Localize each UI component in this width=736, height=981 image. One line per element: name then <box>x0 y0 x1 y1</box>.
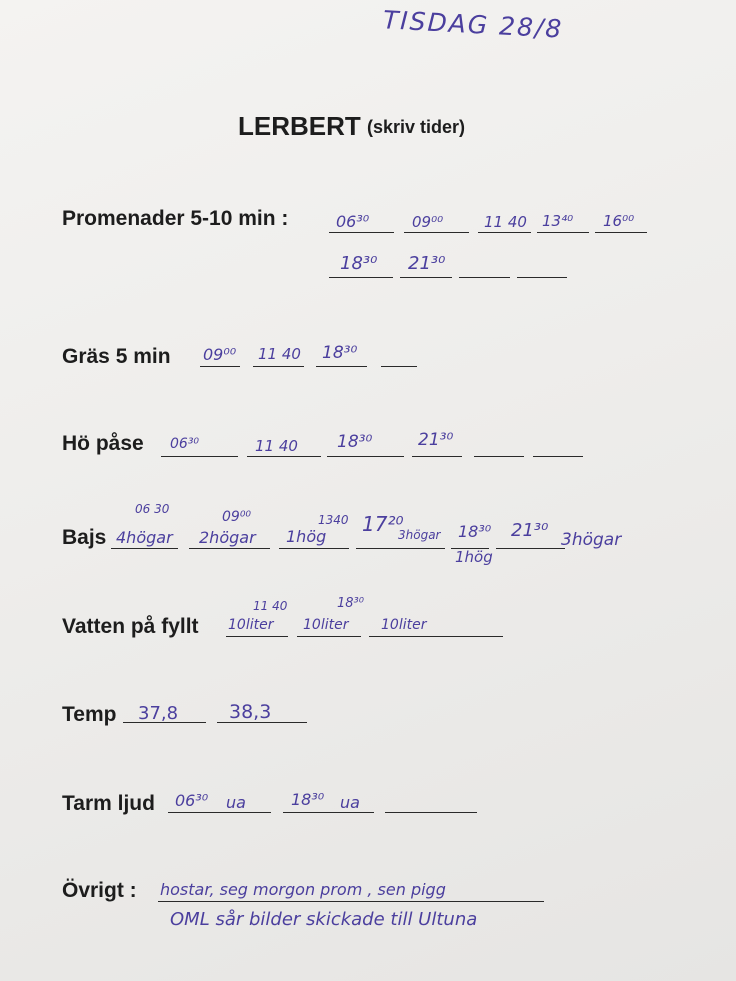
bajs-time-6: 21³⁰ <box>511 520 549 541</box>
promenader-line-1 <box>329 232 394 233</box>
bajs-line-6 <box>496 548 565 549</box>
promenader-line-3 <box>478 232 531 233</box>
date-note: TISDAG 28/8 <box>382 5 564 44</box>
bajs-line-4 <box>356 548 445 549</box>
promenader-line-6 <box>329 277 393 278</box>
tarm-line-2 <box>283 812 374 813</box>
vatten-label: Vatten på fyllt <box>62 615 199 638</box>
bajs-line-1 <box>111 548 178 549</box>
tarm-value-2: ua <box>340 793 360 812</box>
gras-line-4 <box>381 366 417 367</box>
ho-line-4 <box>412 456 462 457</box>
gras-line-1 <box>200 366 240 367</box>
ho-time-3: 18³⁰ <box>337 432 373 452</box>
ho-line-5 <box>474 456 524 457</box>
promenader-line-9 <box>517 277 567 278</box>
bajs-time-2: 09⁰⁰ <box>222 509 252 525</box>
temp-value-2: 38,3 <box>229 701 272 723</box>
bajs-value-2: 2högar <box>199 528 256 547</box>
ho-line-1 <box>161 456 238 457</box>
vatten-value-2: 10liter <box>303 617 349 633</box>
bajs-label: Bajs <box>62 526 107 549</box>
tarm-line-1 <box>168 812 271 813</box>
vatten-line-2 <box>297 636 361 637</box>
promenader-line-7 <box>400 277 452 278</box>
gras-line-3 <box>316 366 367 367</box>
promenader-time-7: 21³⁰ <box>408 253 446 274</box>
bajs-time-1: 06 30 <box>135 502 170 516</box>
ho-line-6 <box>533 456 583 457</box>
ho-time-1: 06³⁰ <box>170 436 200 452</box>
bajs-value-1: 4högar <box>116 528 173 547</box>
ovrigt-label: Övrigt : <box>62 879 137 902</box>
promenader-time-2: 09⁰⁰ <box>412 213 444 231</box>
ho-line-2 <box>247 456 321 457</box>
tarm-time-2: 18³⁰ <box>291 790 325 809</box>
tarm-label: Tarm ljud <box>62 792 155 815</box>
bajs-time-3: 1340 <box>318 513 349 527</box>
ho-time-2: 11 40 <box>255 437 298 455</box>
bajs-line-2 <box>189 548 270 549</box>
promenader-line-4 <box>537 232 589 233</box>
temp-value-1: 37,8 <box>138 703 179 724</box>
tarm-value-1: ua <box>226 793 246 812</box>
bajs-time-5: 18³⁰ <box>458 522 492 541</box>
tarm-time-1: 06³⁰ <box>175 791 209 810</box>
gras-label: Gräs 5 min <box>62 345 171 368</box>
ovrigt-text-line-1: hostar, seg morgon prom , sen pigg <box>160 880 446 899</box>
page-subtitle: (skriv tider) <box>367 117 466 137</box>
promenader-line-2 <box>404 232 469 233</box>
bajs-line-3 <box>279 548 349 549</box>
vatten-time-1: 11 40 <box>253 599 288 613</box>
bajs-value-3: 1hög <box>286 527 327 546</box>
ho-time-4: 21³⁰ <box>418 430 454 450</box>
promenader-time-4: 13⁴⁰ <box>542 212 574 230</box>
gras-line-2 <box>253 366 304 367</box>
promenader-line-8 <box>459 277 510 278</box>
vatten-line-1 <box>226 636 288 637</box>
ovrigt-text-line-2: OML sår bilder skickade till Ultuna <box>170 909 478 930</box>
bajs-time-4: 17²⁰ <box>362 512 404 536</box>
bajs-value-4: 3högar <box>398 528 441 542</box>
vatten-value-3: 10liter <box>381 617 427 633</box>
ovrigt-line <box>158 901 544 902</box>
promenader-label: Promenader 5-10 min : <box>62 207 289 230</box>
ho-label: Hö påse <box>62 432 144 455</box>
promenader-time-6: 18³⁰ <box>340 253 378 274</box>
gras-time-3: 18³⁰ <box>322 343 358 363</box>
bajs-value-6: 3högar <box>561 530 622 550</box>
gras-time-1: 09⁰⁰ <box>203 345 237 364</box>
promenader-time-3: 11 40 <box>484 213 527 231</box>
bajs-value-5: 1hög <box>455 548 493 566</box>
promenader-line-5 <box>595 232 647 233</box>
gras-time-2: 11 40 <box>258 345 301 363</box>
page-title: LERBERT <box>238 111 361 141</box>
ho-line-3 <box>327 456 404 457</box>
promenader-time-5: 16⁰⁰ <box>603 212 635 230</box>
tarm-line-3 <box>385 812 477 813</box>
promenader-time-1: 06³⁰ <box>336 212 370 231</box>
vatten-line-3 <box>369 636 503 637</box>
vatten-value-1: 10liter <box>228 617 274 633</box>
vatten-time-2: 18³⁰ <box>337 596 364 611</box>
temp-label: Temp <box>62 703 117 726</box>
